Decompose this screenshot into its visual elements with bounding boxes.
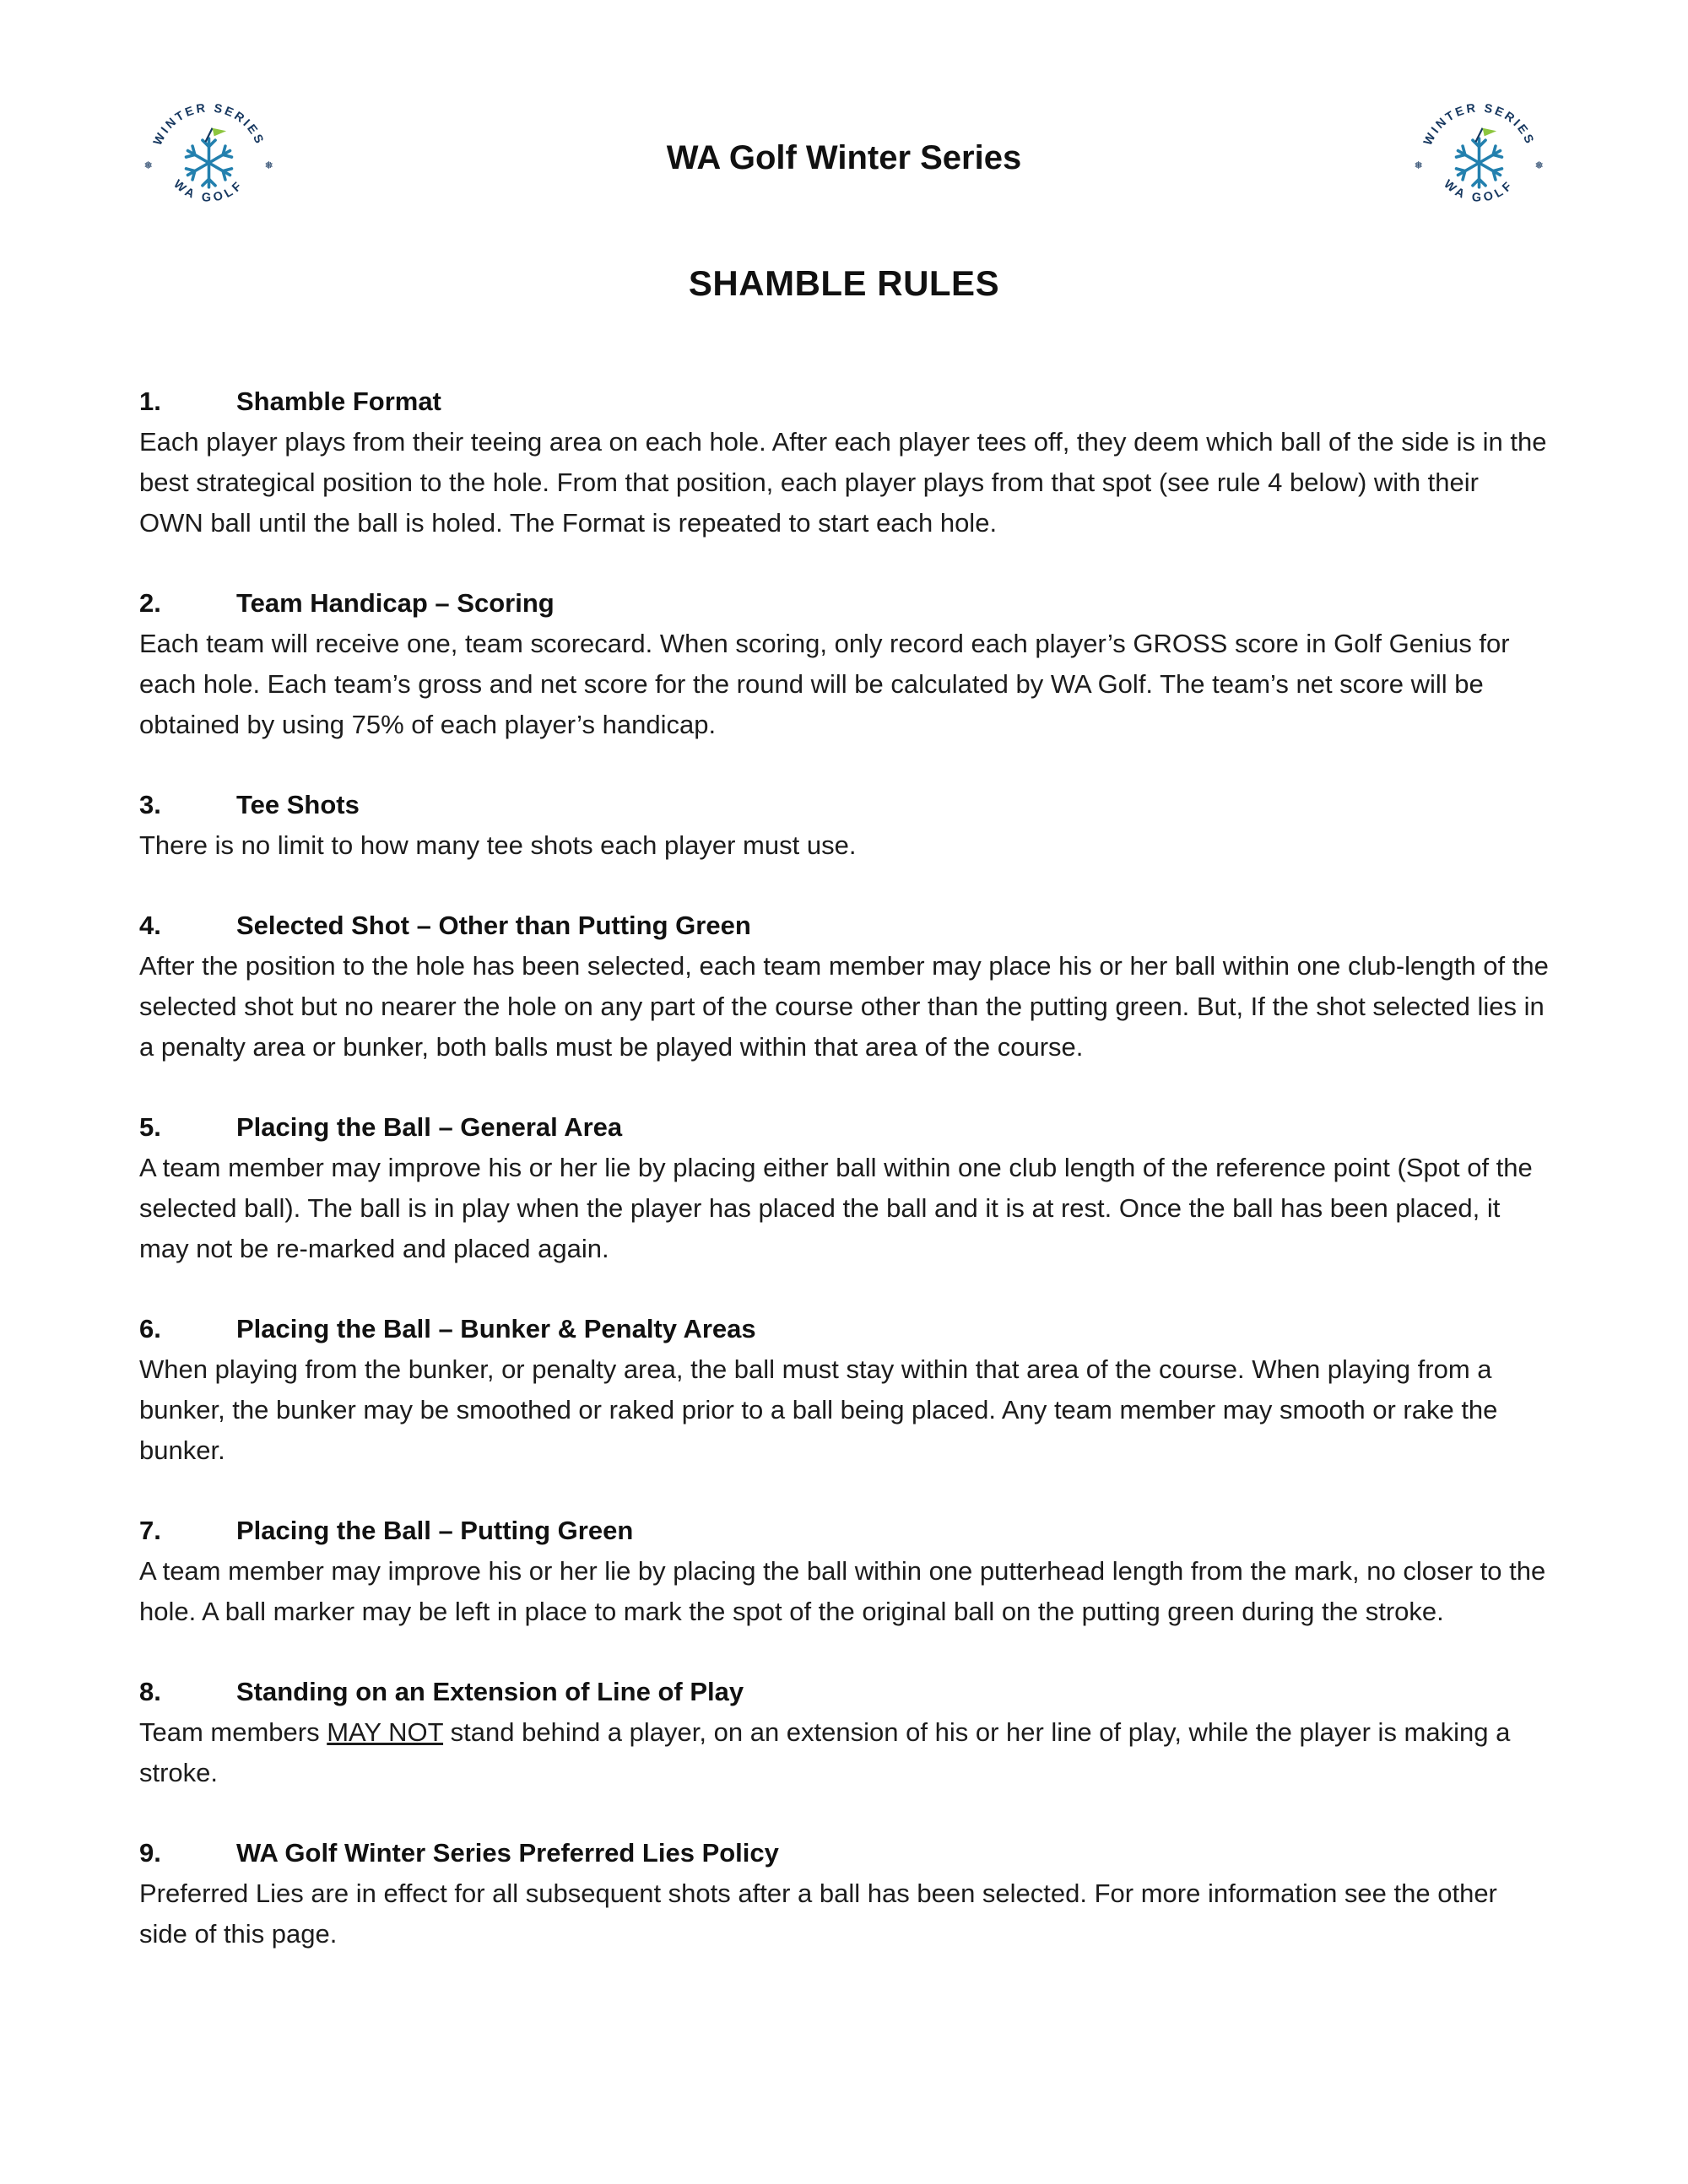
- rule-number: 8.: [139, 1677, 161, 1706]
- rule-section-7: [139, 1511, 1549, 1632]
- rule-title: Placing the Ball – Bunker & Penalty Areas: [236, 1314, 756, 1343]
- rule-heading-row: [139, 1672, 1549, 1712]
- rule-heading-row: [139, 1107, 1549, 1148]
- snowflake-dot-left-icon: ❅: [143, 159, 153, 171]
- logo-top-ring-text: WINTER SERIES: [151, 101, 267, 148]
- rule-section-6: [139, 1309, 1549, 1471]
- rule-body: There is no limit to how many tee shots each player must use.: [139, 830, 857, 860]
- rule-heading-row: [139, 905, 1549, 946]
- snowflake-icon: [185, 138, 234, 187]
- snowflake-dot-left-icon: ❅: [1414, 159, 1423, 171]
- snowflake-dot-right-icon: ❅: [264, 159, 273, 171]
- rule-number: 7.: [139, 1516, 161, 1545]
- rule-title: Placing the Ball – General Area: [236, 1112, 623, 1142]
- rule-title: Team Handicap – Scoring: [236, 588, 555, 618]
- rule-body: Each player plays from their teeing area on each hole. After each player tees off, they deem which ball of the side is in the best strategical position to the hole. From that position, each player plays from that spot (see rule 4 below) with their OWN ball until the ball is holed. The Format is repeated to start each hole.: [139, 427, 1547, 538]
- winter-series-logo-right: [1409, 89, 1549, 228]
- rule-section-1: [139, 381, 1549, 543]
- rule-body: After the position to the hole has been selected, each team member may place his or her ball within one club-length of the selected shot but no nearer the hole on any part of the course other than the putting green. But, If the shot selected lies in a penalty area or bunker, both balls must be played within that area of the course.: [139, 951, 1549, 1062]
- document-subtitle: SHAMBLE RULES: [688, 263, 1000, 303]
- rule-body: Each team will receive one, team scorecard. When scoring, only record each player’s GROSS score in Golf Genius for each hole. Each team’s gross and net score for the round will be calculated by WA Golf. The team’s net score will be obtained by using 75% of each player’s handicap.: [139, 629, 1510, 739]
- rule-section-8: [139, 1672, 1549, 1793]
- rule-title: Placing the Ball – Putting Green: [236, 1516, 634, 1545]
- rule-number: 6.: [139, 1314, 161, 1343]
- document-header: [139, 89, 1549, 228]
- rule-heading-row: [139, 785, 1549, 825]
- rule-number: 1.: [139, 387, 161, 416]
- rule-title: Shamble Format: [236, 387, 441, 416]
- rule-number: 5.: [139, 1112, 161, 1142]
- snowflake-dot-right-icon: ❅: [1534, 159, 1544, 171]
- rule-heading-row: [139, 1309, 1549, 1349]
- logo-bottom-ring-text: WA GOLF: [170, 177, 247, 205]
- rule-section-3: [139, 785, 1549, 866]
- rule-body-text: stand behind a player, on an extension of his or her line of play, while the player is making a stroke.: [139, 1717, 1511, 1787]
- rule-body: Preferred Lies are in effect for all subsequent shots after a ball has been selected. For more information see the other side of this page.: [139, 1879, 1497, 1949]
- winter-series-logo-svg: [139, 89, 279, 228]
- rule-body: A team member may improve his or her lie by placing the ball within one putterhead length from the mark, no closer to the hole. A ball marker may be left in place to mark the spot of the original ball on the putting green during the stroke.: [139, 1556, 1546, 1626]
- rule-body: When playing from the bunker, or penalty area, the ball must stay within that area of the course. When playing from a bunker, the bunker may be smoothed or raked prior to a ball being placed. Any team member may smooth or rake the bunker.: [139, 1354, 1498, 1465]
- rule-section-2: [139, 583, 1549, 745]
- snowflake-icon: [1455, 138, 1504, 187]
- rule-heading-row: [139, 583, 1549, 624]
- rule-section-4: [139, 905, 1549, 1068]
- rule-number: 9.: [139, 1838, 161, 1868]
- rule-heading-row: [139, 1511, 1549, 1551]
- rule-title: Selected Shot – Other than Putting Green: [236, 911, 751, 940]
- rule-title: Tee Shots: [236, 790, 360, 819]
- rule-body-text: Team members: [139, 1717, 327, 1747]
- rule-section-9: [139, 1833, 1549, 1954]
- winter-series-logo-svg: [1409, 89, 1549, 228]
- rule-section-5: [139, 1107, 1549, 1269]
- winter-series-logo-left: [139, 89, 279, 228]
- rule-body: A team member may improve his or her lie by placing either ball within one club length of the reference point (Spot of the selected ball). The ball is in play when the player has placed the ball and it is at rest. Once the ball has been placed, it may not be re-marked and placed again.: [139, 1153, 1533, 1263]
- logo-top-ring-text: WINTER SERIES: [1421, 101, 1537, 148]
- logo-bottom-ring-text: WA GOLF: [1441, 177, 1518, 205]
- rule-title: Standing on an Extension of Line of Play: [236, 1677, 744, 1706]
- rule-title: WA Golf Winter Series Preferred Lies Policy: [236, 1838, 779, 1868]
- rule-body-underlined-text: MAY NOT: [327, 1717, 444, 1747]
- rule-heading-row: [139, 1833, 1549, 1873]
- rule-number: 2.: [139, 588, 161, 618]
- rule-heading-row: [139, 381, 1549, 422]
- rule-body: [139, 1712, 1549, 1793]
- rule-number: 4.: [139, 911, 161, 940]
- rules-list: [139, 381, 1549, 1954]
- document-title: WA Golf Winter Series: [666, 139, 1022, 176]
- rule-number: 3.: [139, 790, 161, 819]
